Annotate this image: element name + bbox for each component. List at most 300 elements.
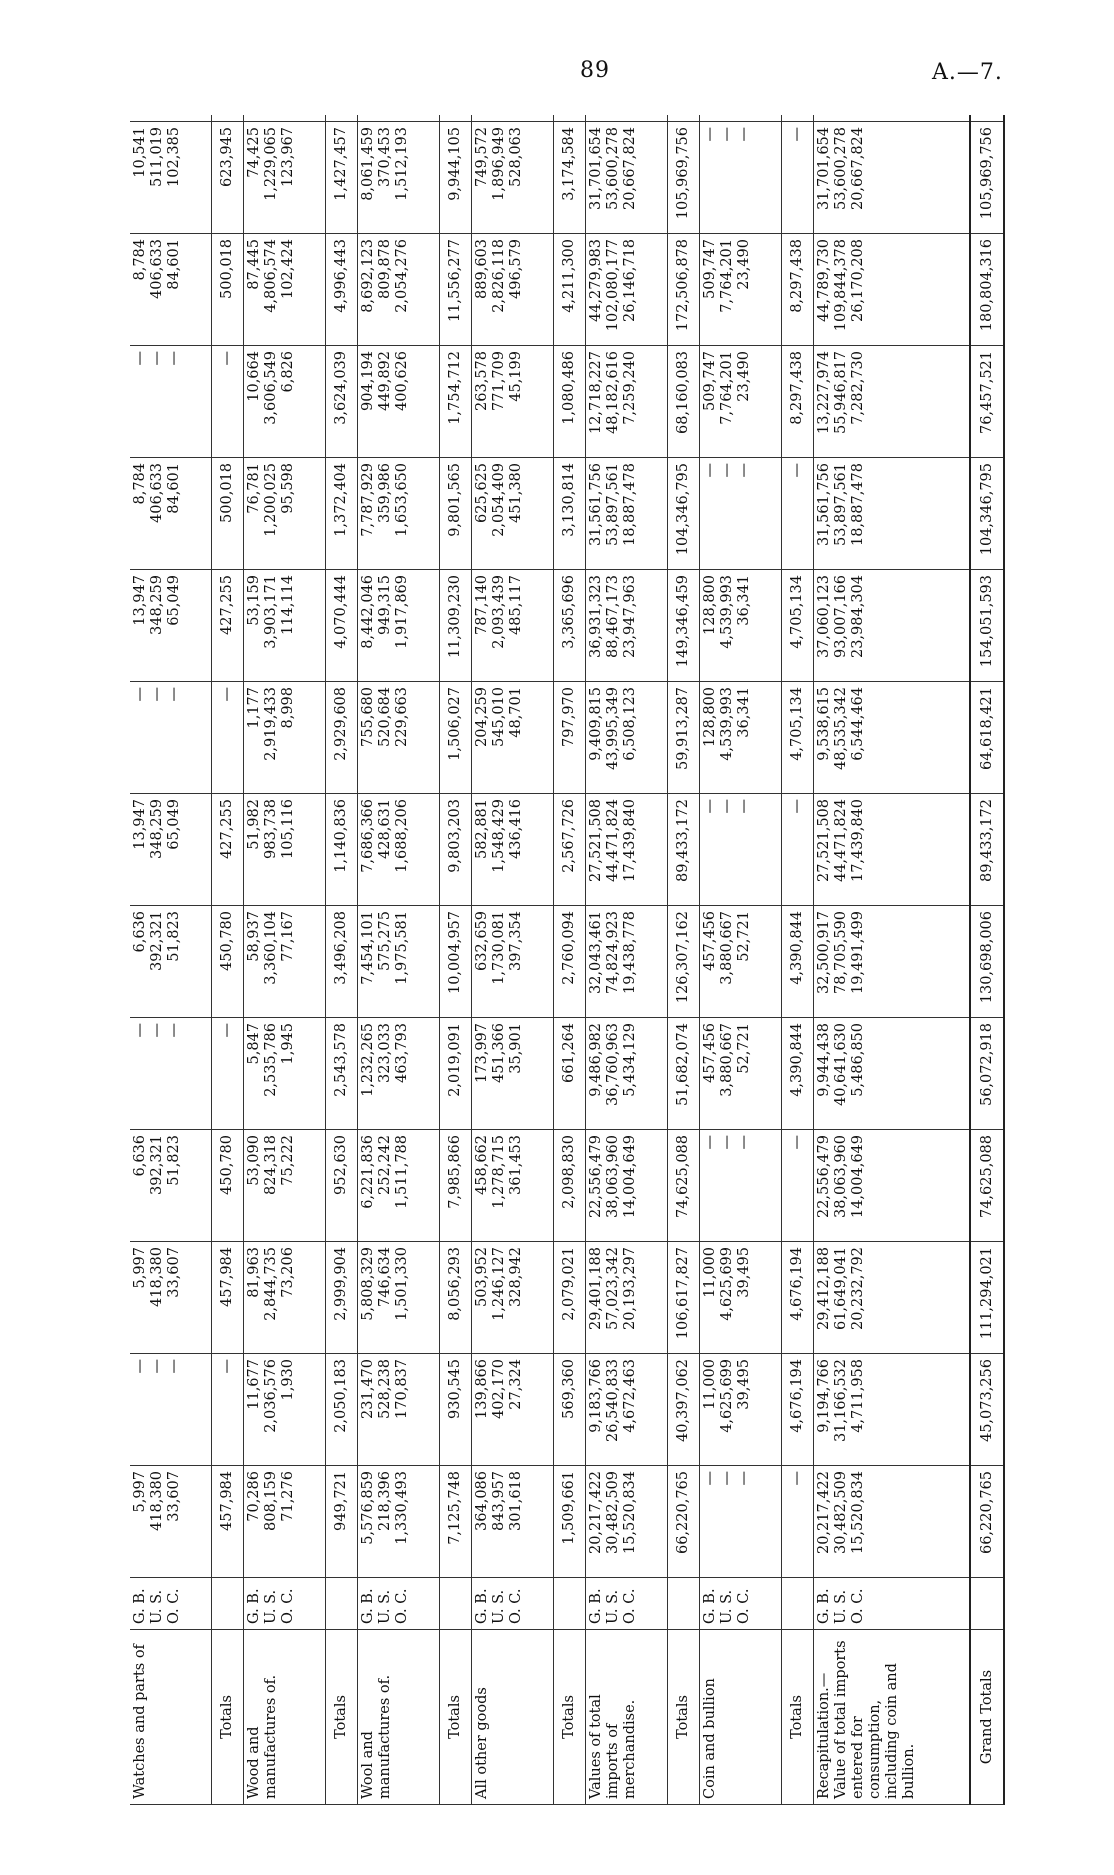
value: 23,490 [735, 239, 752, 290]
totals-row [325, 115, 357, 1805]
value: 2,844,735 [262, 1247, 279, 1321]
value: 11,000 [701, 1359, 718, 1410]
value: 1,200,025 [262, 463, 279, 537]
category-label: All other goods [471, 1630, 553, 1805]
total-value: 2,098,830 [553, 1130, 585, 1242]
value: 2,036,576 [262, 1359, 279, 1433]
total-value: 952,630 [325, 1130, 357, 1242]
value-cell [357, 794, 439, 906]
value: 8,692,123 [359, 239, 376, 313]
value-cell [357, 1242, 439, 1354]
value-cell [585, 1466, 667, 1578]
country-code: U. S. [604, 1589, 621, 1624]
value: 746,634 [376, 1247, 393, 1307]
value: 4,806,574 [262, 239, 279, 313]
value-cell [585, 906, 667, 1018]
value-cell [130, 122, 211, 234]
country-code: G. B. [701, 1588, 718, 1624]
total-value: 2,567,726 [553, 794, 585, 906]
blank-cell [781, 1578, 813, 1630]
value-cell [357, 1354, 439, 1466]
value: 809,878 [376, 239, 393, 299]
value-cell [699, 458, 781, 570]
total-value: 89,433,172 [970, 794, 1004, 906]
value-cell [130, 682, 211, 794]
value: 20,217,422 [587, 1471, 604, 1555]
value [280, 115, 297, 116]
value: 44,789,730 [815, 239, 832, 323]
value: 11,000 [701, 1247, 718, 1298]
value: 545,010 [490, 687, 507, 747]
blank-cell [667, 1578, 699, 1630]
value: 451,366 [490, 1023, 507, 1083]
value: 370,453 [376, 127, 393, 187]
value-cell [357, 346, 439, 458]
value-cell [357, 1466, 439, 1578]
value: 2,093,439 [490, 575, 507, 649]
value: 528,238 [376, 1359, 393, 1419]
value: 301,618 [507, 1471, 524, 1531]
value: 53,159 [245, 575, 262, 626]
total-value: 1,427,457 [325, 122, 357, 234]
total-value: 74,625,088 [970, 1130, 1004, 1242]
value: 7,787,929 [359, 463, 376, 537]
value: 29,412,188 [815, 1247, 832, 1331]
value-cell [813, 1354, 970, 1466]
value-cell [699, 570, 781, 682]
total-value: 64,618,421 [970, 682, 1004, 794]
category-label: Wood and manufactures of. [243, 1630, 325, 1805]
value: 95,598 [279, 463, 296, 514]
value: 70,286 [245, 1471, 262, 1522]
value: 463,793 [393, 1023, 410, 1083]
value: 4,672,463 [621, 1359, 638, 1433]
value: 84,601 [166, 463, 183, 514]
value: 128,800 [701, 575, 718, 635]
value-cell [471, 1018, 553, 1130]
blank-cell [439, 1578, 471, 1630]
value-cell [585, 346, 667, 458]
value-cell [243, 122, 325, 234]
total-value: 450,780 [211, 1130, 243, 1242]
value-cell [585, 234, 667, 346]
value: 5,997 [132, 1471, 148, 1513]
total-value: 2,019,091 [439, 1018, 471, 1130]
totals-label: Totals [211, 1630, 243, 1805]
value: 509,747 [701, 239, 718, 299]
total-value: 930,545 [439, 1354, 471, 1466]
value: 323,033 [376, 1023, 393, 1083]
value: 406,633 [149, 239, 166, 299]
value-cell [813, 115, 970, 122]
value [394, 115, 411, 116]
value: 33,607 [166, 1471, 183, 1522]
total-value: 457,984 [211, 1242, 243, 1354]
value: — [149, 1359, 166, 1374]
value: — [166, 1023, 183, 1038]
value: 2,054,409 [490, 463, 507, 537]
value-cell [813, 1242, 970, 1354]
country-codes [699, 1578, 781, 1630]
table-row [699, 115, 781, 1805]
total-value: 949,721 [325, 1466, 357, 1578]
value: 204,259 [473, 687, 490, 747]
value: 5,808,329 [359, 1247, 376, 1321]
value: 582,881 [473, 799, 490, 859]
table-row [813, 115, 970, 1805]
value-cell [243, 458, 325, 570]
value-cell [243, 1466, 325, 1578]
value: 1,896,949 [490, 127, 507, 201]
value: 436,416 [507, 799, 524, 859]
value-cell [813, 234, 970, 346]
value: 22,556,479 [815, 1135, 832, 1219]
country-code: U. S. [490, 1589, 507, 1624]
country-code: O. C. [849, 1588, 866, 1624]
totals-label: Totals [439, 1630, 471, 1805]
total-value: 4,676,194 [781, 1354, 813, 1466]
totals-label: Totals [667, 1630, 699, 1805]
value: — [735, 799, 752, 814]
country-codes [130, 1578, 211, 1630]
total-value: — [211, 1354, 243, 1466]
value: 31,166,532 [832, 1359, 849, 1443]
value: 348,259 [149, 575, 166, 635]
total-value [211, 115, 243, 122]
value: 14,004,649 [849, 1135, 866, 1219]
value [588, 115, 605, 116]
total-value: 180,804,316 [970, 234, 1004, 346]
value: — [718, 1471, 735, 1486]
value-cell [471, 1242, 553, 1354]
value-cell [130, 1242, 211, 1354]
total-value: 172,506,878 [667, 234, 699, 346]
total-value [325, 115, 357, 122]
value: 983,738 [262, 799, 279, 859]
value: 3,880,667 [718, 1023, 735, 1097]
value [622, 115, 639, 116]
value: 109,844,378 [832, 239, 849, 332]
total-value [667, 115, 699, 122]
total-value: 74,625,088 [667, 1130, 699, 1242]
country-codes [813, 1578, 970, 1630]
value: 27,521,508 [587, 799, 604, 883]
total-value: — [211, 346, 243, 458]
value: 9,183,766 [587, 1359, 604, 1433]
value: 20,667,824 [849, 127, 866, 211]
value-cell [699, 115, 781, 122]
value: 11,677 [245, 1359, 262, 1410]
total-value: 130,698,006 [970, 906, 1004, 1018]
value: 53,897,561 [832, 463, 849, 547]
totals-row [781, 115, 813, 1805]
country-code: G. B. [815, 1588, 832, 1624]
total-value: — [781, 1466, 813, 1578]
country-code: U. S. [262, 1589, 279, 1624]
value: 328,942 [507, 1247, 524, 1307]
total-value [781, 115, 813, 122]
value-cell [471, 1466, 553, 1578]
value [491, 115, 508, 116]
value [360, 115, 377, 116]
value: 48,182,616 [604, 351, 621, 435]
value: — [149, 687, 166, 702]
value-cell [243, 1354, 325, 1466]
total-value: 7,985,866 [439, 1130, 471, 1242]
value: 348,259 [149, 799, 166, 859]
value-cell [585, 1130, 667, 1242]
value: 3,903,171 [262, 575, 279, 649]
value-cell [585, 115, 667, 122]
value: 485,117 [507, 575, 524, 635]
value: 771,709 [490, 351, 507, 411]
value: 61,649,041 [832, 1247, 849, 1331]
value-cell [471, 458, 553, 570]
total-value: 500,018 [211, 458, 243, 570]
value: — [701, 1135, 718, 1150]
value: 1,548,429 [490, 799, 507, 873]
value: 4,625,699 [718, 1359, 735, 1433]
total-value: 1,080,486 [553, 346, 585, 458]
value: 9,409,815 [587, 687, 604, 761]
value: 10,541 [132, 127, 148, 178]
value: — [701, 1471, 718, 1486]
value: 76,781 [245, 463, 262, 514]
value: 7,764,201 [718, 239, 735, 313]
value: 55,946,817 [832, 351, 849, 435]
country-code: U. S. [718, 1589, 735, 1624]
total-value: 4,390,844 [781, 1018, 813, 1130]
value: 20,232,792 [849, 1247, 866, 1331]
total-value: 3,624,039 [325, 346, 357, 458]
value: 509,747 [701, 351, 718, 411]
value: 5,576,859 [359, 1471, 376, 1545]
value: 36,760,963 [604, 1023, 621, 1107]
value-cell [471, 122, 553, 234]
value: 17,439,840 [621, 799, 638, 883]
total-value: 797,970 [553, 682, 585, 794]
value-cell [699, 122, 781, 234]
total-value: 3,130,814 [553, 458, 585, 570]
value: 1,512,193 [393, 127, 410, 201]
value: 1,917,869 [393, 575, 410, 649]
value-cell [585, 122, 667, 234]
value: 787,140 [473, 575, 490, 635]
value: 23,947,963 [621, 575, 638, 659]
value: 102,080,177 [604, 239, 621, 332]
value-cell [699, 1130, 781, 1242]
total-value: 10,004,957 [439, 906, 471, 1018]
value [474, 115, 491, 116]
value: 392,321 [149, 911, 166, 971]
value [263, 115, 280, 116]
country-code: O. C. [279, 1588, 296, 1624]
value: 20,193,297 [621, 1247, 638, 1331]
value: — [735, 1471, 752, 1486]
value: 45,199 [507, 351, 524, 402]
total-value: — [211, 682, 243, 794]
value: 824,318 [262, 1135, 279, 1195]
value: 418,380 [149, 1247, 166, 1307]
total-value: 66,220,765 [970, 1466, 1004, 1578]
value: 87,445 [245, 239, 262, 290]
value: 428,631 [376, 799, 393, 859]
total-value: 2,050,183 [325, 1354, 357, 1466]
category-label: Wool and manufactures of. [357, 1630, 439, 1805]
value: 37,060,123 [815, 575, 832, 659]
value: 9,538,615 [815, 687, 832, 761]
value: 128,800 [701, 687, 718, 747]
value-cell [243, 115, 325, 122]
total-value: 4,705,134 [781, 682, 813, 794]
value-cell [130, 234, 211, 346]
value: — [701, 127, 718, 142]
value: 19,491,499 [849, 911, 866, 995]
value-cell [243, 906, 325, 1018]
totals-row [667, 115, 699, 1805]
value: 503,952 [473, 1247, 490, 1307]
value: 53,090 [245, 1135, 262, 1186]
value: 1,688,206 [393, 799, 410, 873]
value: 32,043,461 [587, 911, 604, 995]
totals-label: Totals [325, 1630, 357, 1805]
table-body [130, 115, 1004, 1805]
value-cell [130, 458, 211, 570]
country-code: O. C. [393, 1588, 410, 1624]
total-value: 9,803,203 [439, 794, 471, 906]
total-value: 1,509,661 [553, 1466, 585, 1578]
value: 1,730,081 [490, 911, 507, 985]
total-value: 8,056,293 [439, 1242, 471, 1354]
value-cell [585, 1242, 667, 1354]
value: 457,456 [701, 911, 718, 971]
value: 496,579 [507, 239, 524, 299]
value: — [149, 1023, 166, 1038]
value: 843,957 [490, 1471, 507, 1531]
total-value: — [781, 458, 813, 570]
total-value: 623,945 [211, 122, 243, 234]
value: 1,930 [279, 1359, 296, 1401]
value: 102,385 [166, 127, 183, 187]
value-cell [813, 346, 970, 458]
value: 1,229,065 [262, 127, 279, 201]
value: 74,425 [245, 127, 262, 178]
total-value: 51,682,074 [667, 1018, 699, 1130]
value-cell [471, 794, 553, 906]
value: — [718, 799, 735, 814]
totals-label: Totals [781, 1630, 813, 1805]
value-cell [471, 906, 553, 1018]
value: 13,947 [132, 799, 148, 850]
total-value [970, 115, 1004, 122]
value: — [701, 463, 718, 478]
total-value: 126,307,162 [667, 906, 699, 1018]
value: 19,438,778 [621, 911, 638, 995]
category-label: Coin and bullion [699, 1630, 781, 1805]
totals-label: Grand Totals [970, 1630, 1004, 1805]
value: 38,063,960 [604, 1135, 621, 1219]
value: 9,486,982 [587, 1023, 604, 1097]
value: 252,242 [376, 1135, 393, 1195]
value-cell [243, 1018, 325, 1130]
total-value: 89,433,172 [667, 794, 699, 906]
value-cell [130, 570, 211, 682]
value-cell [471, 234, 553, 346]
value: 1,501,330 [393, 1247, 410, 1321]
value: 52,721 [735, 1023, 752, 1074]
value-cell [130, 115, 211, 122]
value-cell [243, 570, 325, 682]
total-value: 4,211,300 [553, 234, 585, 346]
grand-totals-row [970, 115, 1004, 1805]
value-cell [585, 1018, 667, 1130]
value-cell [471, 115, 553, 122]
total-value: 105,969,756 [667, 122, 699, 234]
country-code: G. B. [132, 1588, 148, 1624]
value: 13,227,974 [815, 351, 832, 435]
value: 511,019 [149, 127, 166, 187]
value: 451,380 [507, 463, 524, 523]
value: 53,600,278 [832, 127, 849, 211]
value: 218,396 [376, 1471, 393, 1531]
value-cell [357, 1130, 439, 1242]
page-number: 89 [580, 58, 610, 83]
value: 1,246,127 [490, 1247, 507, 1321]
value: 102,424 [279, 239, 296, 299]
value: — [701, 799, 718, 814]
table-row [357, 115, 439, 1805]
value: — [166, 351, 183, 366]
value-cell [243, 346, 325, 458]
value: 4,625,699 [718, 1247, 735, 1321]
value: 27,521,508 [815, 799, 832, 883]
value-cell [357, 234, 439, 346]
total-value: — [781, 794, 813, 906]
value: — [132, 1023, 148, 1038]
total-value: 111,294,021 [970, 1242, 1004, 1354]
value: 53,600,278 [604, 127, 621, 211]
total-value: 154,051,593 [970, 570, 1004, 682]
value: 457,456 [701, 1023, 718, 1083]
total-value: 4,676,194 [781, 1242, 813, 1354]
value-cell [357, 122, 439, 234]
value: 6,826 [279, 351, 296, 393]
value: 65,049 [166, 575, 183, 626]
country-code: O. C. [735, 1588, 752, 1624]
value-cell [585, 1354, 667, 1466]
value-cell [813, 1466, 970, 1578]
value [377, 115, 394, 116]
value: 93,007,166 [832, 575, 849, 659]
value: 36,341 [735, 687, 752, 738]
value: 6,221,836 [359, 1135, 376, 1209]
value: 528,063 [507, 127, 524, 187]
blank-cell [211, 1578, 243, 1630]
value: 2,054,276 [393, 239, 410, 313]
value: 8,061,459 [359, 127, 376, 201]
value-cell [585, 458, 667, 570]
value: 749,572 [473, 127, 490, 187]
value: 17,439,840 [849, 799, 866, 883]
value-cell [471, 1130, 553, 1242]
value: 904,194 [359, 351, 376, 411]
value-cell [130, 1354, 211, 1466]
value-cell [699, 1354, 781, 1466]
value-cell [699, 234, 781, 346]
value: 51,823 [166, 911, 183, 962]
value: 2,919,433 [262, 687, 279, 761]
value: 27,324 [507, 1359, 524, 1410]
